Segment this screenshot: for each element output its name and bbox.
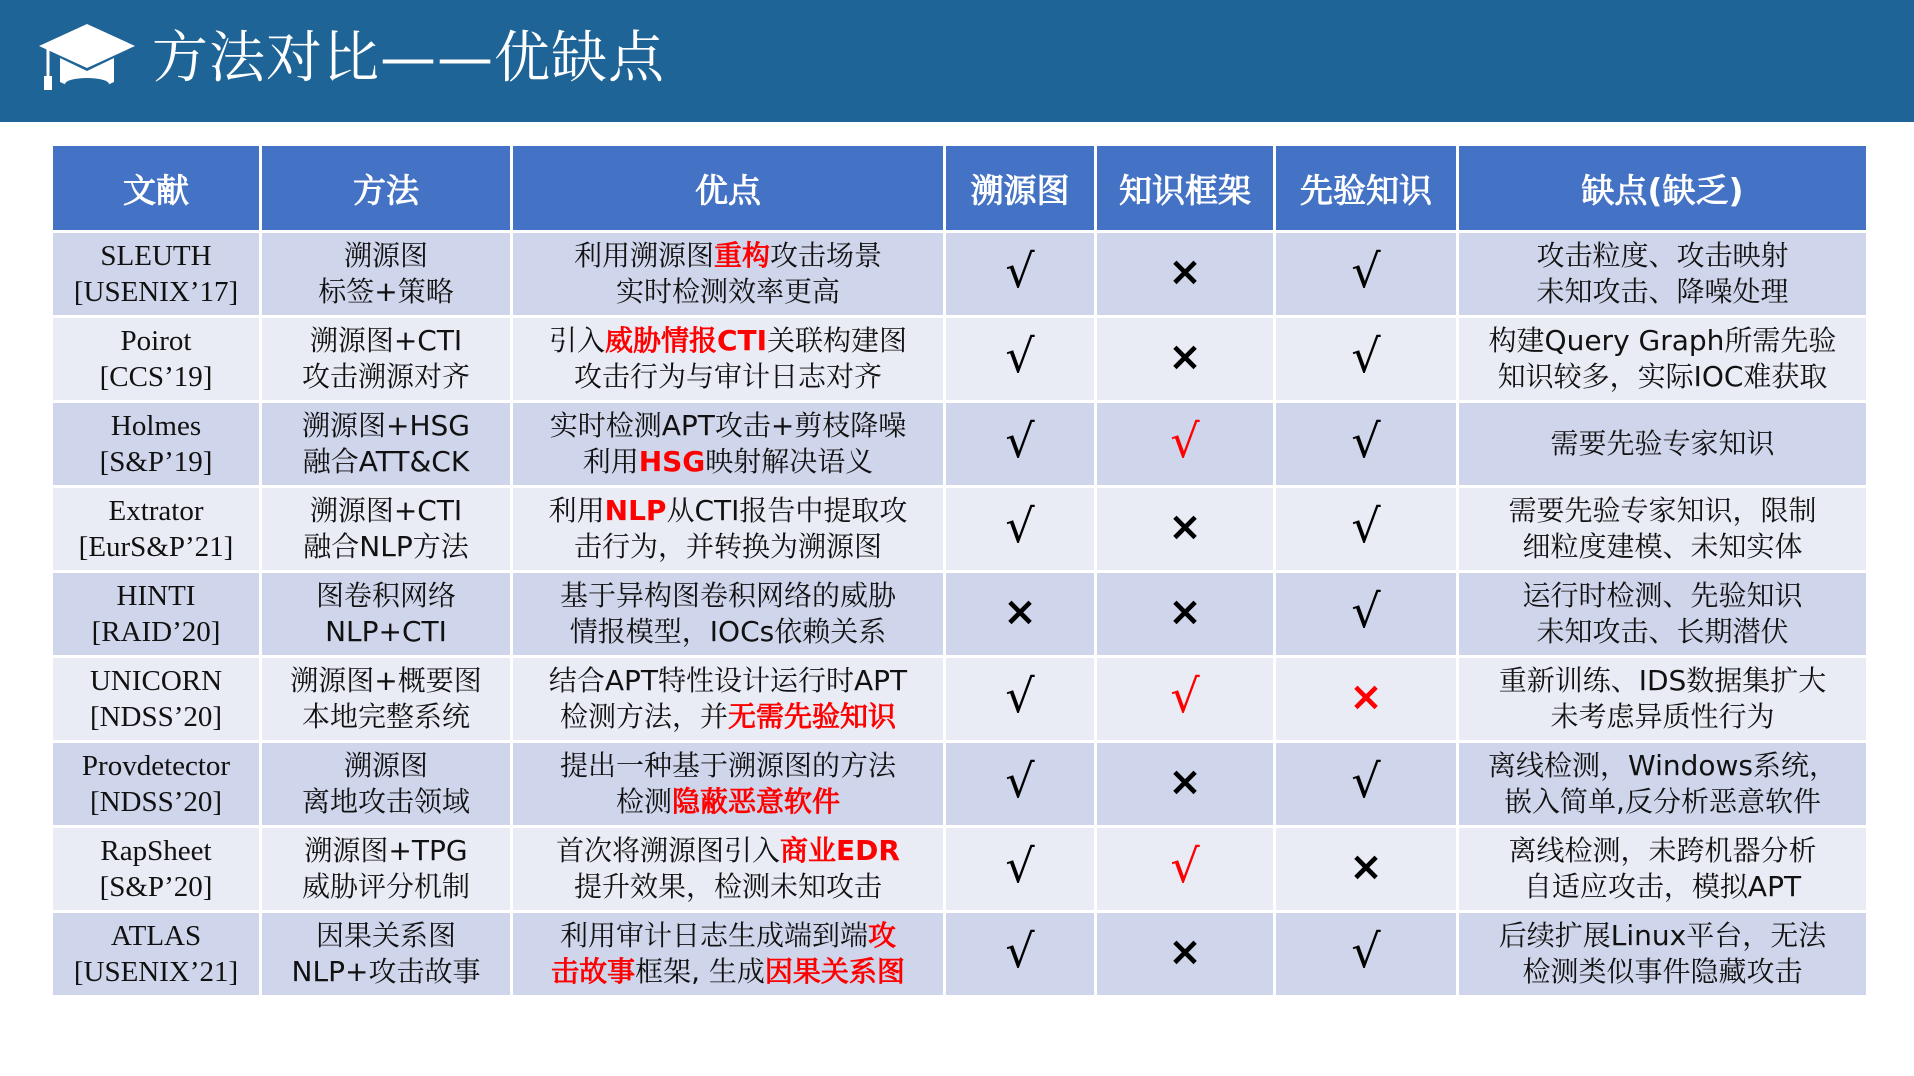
cell-advantages [513,318,943,400]
cell-advantages [513,403,943,485]
check-icon: √ [1351,328,1381,383]
check-icon: √ [1351,413,1381,468]
method-text: 溯源图+概要图 [290,664,482,697]
cross-icon: × [1168,929,1202,975]
method-text: 溯源图 [343,749,428,782]
check-icon: √ [1005,328,1035,383]
reference-text: Poirot [120,325,192,357]
cell-disadvantages [1459,743,1866,825]
reference-text: [RAID’20] [91,616,221,648]
disadvantage-text: 攻击粒度、攻击映射 [1536,239,1789,272]
cell-knowledge-framework [1097,658,1273,740]
cell-method [262,658,510,740]
advantage-text: 检测 [615,785,672,818]
reference-text: ATLAS [110,920,202,952]
cell-knowledge-framework [1097,913,1273,995]
cell-disadvantages [1459,488,1866,570]
disadvantage-text: 细粒度建模、未知实体 [1522,530,1803,563]
cell-advantages [513,913,943,995]
disadvantage-text: 离线检测，未跨机器分析 [1508,834,1817,867]
reference-text: [NDSS’20] [89,786,223,818]
cell-prior-knowledge [1276,318,1456,400]
cell-advantages [513,233,943,315]
advantage-text: 情报模型，IOCs依赖关系 [569,615,887,648]
advantage-text: 映射解决语义 [705,445,874,478]
advantage-text: 攻击行为与审计日志对齐 [573,360,882,393]
advantage-text: 关联构建图 [767,324,908,357]
disadvantage-text: 离线检测，Windows系统， [1488,749,1837,782]
check-icon: √ [1005,498,1035,553]
cell-knowledge-framework [1097,573,1273,655]
reference-text: [USENIX’21] [73,956,239,988]
column-header-knowledge-framework: 知识框架 [1097,146,1273,230]
cell-reference [53,488,259,570]
cross-icon: × [1349,844,1383,890]
method-text: 攻击溯源对齐 [301,360,470,393]
method-text: 溯源图+CTI [309,494,463,527]
cell-reference [53,913,259,995]
reference-text: Provdetector [81,750,231,782]
cell-reference [53,403,259,485]
cell-provenance-graph [946,573,1094,655]
highlighted-text: 重构 [713,239,770,272]
title-bar [0,0,1914,122]
table-row [53,743,1866,825]
cell-provenance-graph [946,828,1094,910]
highlighted-text: 商业EDR [780,834,900,867]
graduation-cap-icon [38,24,136,94]
check-icon: √ [1005,753,1035,808]
check-icon: √ [1005,243,1035,298]
cell-disadvantages [1459,658,1866,740]
cell-reference [53,233,259,315]
column-header-advantages: 优点 [513,146,943,230]
check-icon: √ [1351,243,1381,298]
advantage-text: 实时检测APT攻击+剪枝降噪 [549,409,907,442]
check-icon: √ [1005,668,1035,723]
method-text: 标签+策略 [318,275,454,308]
method-text: NLP+CTI [325,615,447,648]
cell-disadvantages [1459,913,1866,995]
table-row [53,573,1866,655]
reference-text: [EurS&P’21] [78,531,234,563]
cell-prior-knowledge [1276,573,1456,655]
reference-text: [S&P’19] [99,446,213,478]
check-icon: √ [1351,753,1381,808]
cell-advantages [513,488,943,570]
table-header-row [53,146,1866,230]
highlighted-text: 击故事 [551,955,636,988]
advantage-text: 首次将溯源图引入 [556,834,781,867]
disadvantage-text: 未知攻击、长期潜伏 [1536,615,1789,648]
advantage-text: 利用 [548,494,605,527]
cell-disadvantages [1459,318,1866,400]
cell-knowledge-framework [1097,233,1273,315]
table-row [53,233,1866,315]
advantage-text: 利用 [582,445,639,478]
cross-icon: × [1168,759,1202,805]
reference-text: [S&P’20] [99,871,213,903]
disadvantage-text: 嵌入简单,反分析恶意软件 [1504,785,1821,818]
cell-reference [53,573,259,655]
cell-advantages [513,658,943,740]
cell-reference [53,743,259,825]
advantage-text: 利用审计日志生成端到端 [559,919,868,952]
cell-method [262,233,510,315]
highlighted-text: 攻 [868,919,897,952]
table-row [53,658,1866,740]
reference-text: RapSheet [100,835,212,867]
cell-method [262,913,510,995]
method-text: 溯源图+TPG [304,834,468,867]
cell-knowledge-framework [1097,318,1273,400]
disadvantage-text: 自适应攻击，模拟APT [1523,870,1802,903]
table-row [53,828,1866,910]
cell-provenance-graph [946,658,1094,740]
method-text: 威胁评分机制 [301,870,470,903]
reference-text: Extrator [108,495,204,527]
cross-icon: × [1168,589,1202,635]
method-text: 融合NLP方法 [303,530,469,563]
cell-knowledge-framework [1097,828,1273,910]
highlighted-text: NLP [604,494,667,527]
check-icon: √ [1005,923,1035,978]
cell-advantages [513,573,943,655]
check-icon: √ [1005,838,1035,893]
advantage-text: 提出一种基于溯源图的方法 [559,749,896,782]
cell-prior-knowledge [1276,743,1456,825]
advantage-text: 击行为，并转换为溯源图 [573,530,882,563]
cell-disadvantages [1459,828,1866,910]
column-header-provenance-graph: 溯源图 [946,146,1094,230]
cell-disadvantages [1459,403,1866,485]
column-header-method: 方法 [262,146,510,230]
advantage-text: 结合APT特性设计运行时APT [548,664,908,697]
cell-method [262,573,510,655]
cell-provenance-graph [946,403,1094,485]
reference-text: Holmes [110,410,202,442]
page-title: 方法对比——优缺点 [152,26,665,91]
disadvantage-text: 后续扩展Linux平台，无法 [1498,919,1827,952]
advantage-text: 利用溯源图 [573,239,714,272]
table-row [53,403,1866,485]
reference-text: [CCS’19] [99,361,213,393]
cell-advantages [513,743,943,825]
cross-icon: × [1349,674,1383,720]
highlighted-text: 威胁情报CTI [604,324,768,357]
cell-prior-knowledge [1276,913,1456,995]
reference-text: [NDSS’20] [89,701,223,733]
cell-prior-knowledge [1276,658,1456,740]
comparison-table [50,143,1869,998]
reference-text: SLEUTH [100,240,212,272]
check-icon: √ [1170,668,1200,723]
cell-prior-knowledge [1276,828,1456,910]
advantage-text: 提升效果，检测未知攻击 [573,870,882,903]
check-icon: √ [1005,413,1035,468]
method-text: 融合ATT&CK [302,445,470,478]
cross-icon: × [1168,249,1202,295]
cell-method [262,488,510,570]
method-text: 本地完整系统 [301,700,470,733]
method-text: NLP+攻击故事 [291,955,481,988]
cell-method [262,743,510,825]
method-text: 因果关系图 [315,919,456,952]
highlighted-text: HSG [638,445,706,478]
check-icon: √ [1170,838,1200,893]
highlighted-text: 无需先验知识 [728,700,897,733]
cell-provenance-graph [946,488,1094,570]
highlighted-text: 因果关系图 [764,955,905,988]
cell-knowledge-framework [1097,743,1273,825]
advantage-text: 攻击场景 [770,239,883,272]
cell-method [262,828,510,910]
method-text: 图卷积网络 [315,579,456,612]
check-icon: √ [1351,583,1381,638]
advantage-text: 引入 [548,324,605,357]
cell-prior-knowledge [1276,403,1456,485]
cell-reference [53,828,259,910]
advantage-text: 从CTI报告中提取攻 [666,494,908,527]
reference-text: HINTI [116,580,196,612]
disadvantage-text: 需要先验专家知识，限制 [1508,494,1817,527]
disadvantage-text: 重新训练、IDS数据集扩大 [1498,664,1827,697]
advantage-text: 框架, 生成 [635,955,765,988]
disadvantage-text: 未知攻击、降噪处理 [1536,275,1789,308]
reference-text: UNICORN [89,665,223,697]
table-row [53,318,1866,400]
highlighted-text: 隐蔽恶意软件 [672,785,841,818]
reference-text: [USENIX’17] [73,276,239,308]
method-text: 离地攻击领域 [301,785,470,818]
cell-provenance-graph [946,318,1094,400]
table-row [53,913,1866,995]
check-icon: √ [1351,498,1381,553]
column-header-disadvantages: 缺点(缺乏) [1459,146,1866,230]
disadvantage-text: 构建Query Graph所需先验 [1488,324,1837,357]
column-header-prior-knowledge: 先验知识 [1276,146,1456,230]
cross-icon: × [1003,589,1037,635]
cell-reference [53,658,259,740]
disadvantage-text: 知识较多，实际IOC难获取 [1497,360,1828,393]
disadvantage-text: 需要先验专家知识 [1550,427,1775,460]
advantage-text: 检测方法，并 [559,700,728,733]
cell-method [262,403,510,485]
check-icon: √ [1351,923,1381,978]
cell-provenance-graph [946,743,1094,825]
cross-icon: × [1168,334,1202,380]
cell-knowledge-framework [1097,488,1273,570]
method-text: 溯源图+HSG [302,409,470,442]
cell-prior-knowledge [1276,488,1456,570]
cell-disadvantages [1459,233,1866,315]
cell-prior-knowledge [1276,233,1456,315]
cell-provenance-graph [946,913,1094,995]
cross-icon: × [1168,504,1202,550]
method-text: 溯源图 [343,239,428,272]
cell-provenance-graph [946,233,1094,315]
check-icon: √ [1170,413,1200,468]
advantage-text: 实时检测效率更高 [615,275,840,308]
disadvantage-text: 检测类似事件隐藏攻击 [1522,955,1803,988]
method-text: 溯源图+CTI [309,324,463,357]
table-row [53,488,1866,570]
advantage-text: 基于异构图卷积网络的威胁 [559,579,896,612]
column-header-ref: 文献 [53,146,259,230]
cell-method [262,318,510,400]
cell-disadvantages [1459,573,1866,655]
cell-knowledge-framework [1097,403,1273,485]
disadvantage-text: 运行时检测、先验知识 [1522,579,1803,612]
cell-advantages [513,828,943,910]
cell-reference [53,318,259,400]
disadvantage-text: 未考虑异质性行为 [1550,700,1775,733]
